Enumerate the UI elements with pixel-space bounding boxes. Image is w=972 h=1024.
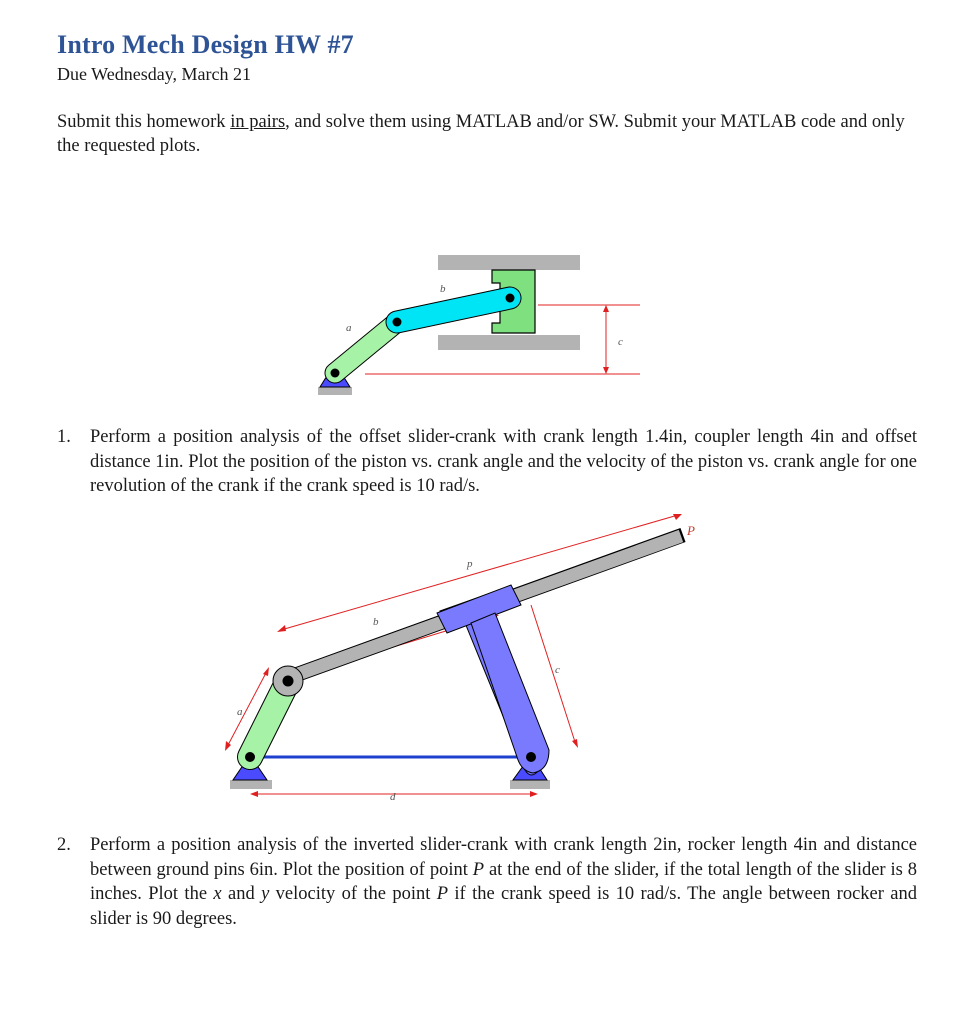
bottom-rail	[438, 335, 580, 350]
p2-text-5: if the crank speed is 10 rad/s. The angle between rocker and slider is 90 degrees.	[90, 884, 917, 929]
slider-pin	[506, 294, 515, 303]
p2-y: y	[261, 884, 270, 904]
label-p: p	[467, 558, 473, 570]
dim-arrowhead-top	[603, 305, 609, 312]
dim-arrowhead-bottom	[603, 367, 609, 374]
p2-text-1: Perform a position analysis of the inverted slider-crank with crank length 2in, rocker length 4in and distance between ground pins 6in. Plot the position of point	[90, 835, 917, 880]
due-date: Due Wednesday, March 21	[57, 64, 251, 84]
dim-d-arrow-right	[530, 791, 538, 797]
problem-2	[57, 833, 917, 931]
crank-link-fill	[335, 322, 397, 373]
label-point-P: P	[687, 523, 695, 538]
problem-1-number: 1.	[57, 427, 71, 447]
rocker-ground-pin	[526, 752, 536, 762]
ground-base	[318, 387, 352, 395]
ground-base-right	[510, 780, 550, 789]
p2-text-4: velocity of the point	[269, 884, 437, 904]
label-c: c	[618, 336, 623, 348]
dim-p-arrow-left	[277, 625, 286, 632]
label-c: c	[555, 664, 560, 676]
crank-coupler-pin	[393, 318, 402, 327]
problem-1-text: Perform a position analysis of the offset slider-crank with crank length 1.4in, coupler length 4in and offset distance 1in. Plot the position of the piston vs. crank angle and the velocity of the piston vs. crank angle for one revolution of the crank if the crank speed is 10 rad/s.	[90, 427, 917, 496]
label-d: d	[390, 791, 396, 803]
p2-point-P-2: P	[436, 884, 449, 904]
rocker-stem	[471, 613, 549, 773]
problem-2-number: 2.	[57, 835, 71, 855]
top-rail	[438, 255, 580, 270]
intro-text-1: Submit this homework	[57, 112, 231, 132]
intro-paragraph	[57, 110, 917, 158]
p2-text-3: and	[221, 884, 262, 904]
dim-a-arrow-low	[225, 741, 231, 751]
problem-2-text	[90, 833, 917, 931]
dim-a-arrow-high	[263, 667, 269, 676]
label-a: a	[346, 322, 352, 334]
p2-x: x	[213, 884, 222, 904]
figure-offset-slider-crank	[300, 245, 660, 405]
dim-p-arrow-right	[673, 514, 682, 520]
intro-text-2: , and solve them using MATLAB and/or SW. Submit your MATLAB code and only the requested plots.	[57, 112, 905, 156]
ground-base-left	[230, 780, 272, 789]
dim-d-arrow-left	[250, 791, 258, 797]
figure-inverted-slider-crank	[215, 505, 725, 805]
page-title: Intro Mech Design HW #7	[57, 30, 354, 59]
label-b: b	[440, 283, 446, 295]
problem-1	[57, 425, 917, 499]
crank-slider-pin	[283, 676, 294, 687]
coupler-link-fill	[397, 298, 510, 322]
ground-pin	[331, 369, 340, 378]
label-a: a	[237, 706, 243, 718]
label-b: b	[373, 616, 379, 628]
p2-point-P-1: P	[472, 859, 485, 880]
crank-ground-pin	[245, 752, 255, 762]
p2-text-2: at the end of the slider, if the total length of the slider is 8 inches. Plot the	[90, 859, 917, 904]
dim-c-arrow-low	[572, 739, 578, 748]
intro-underlined: in pairs	[230, 112, 286, 132]
